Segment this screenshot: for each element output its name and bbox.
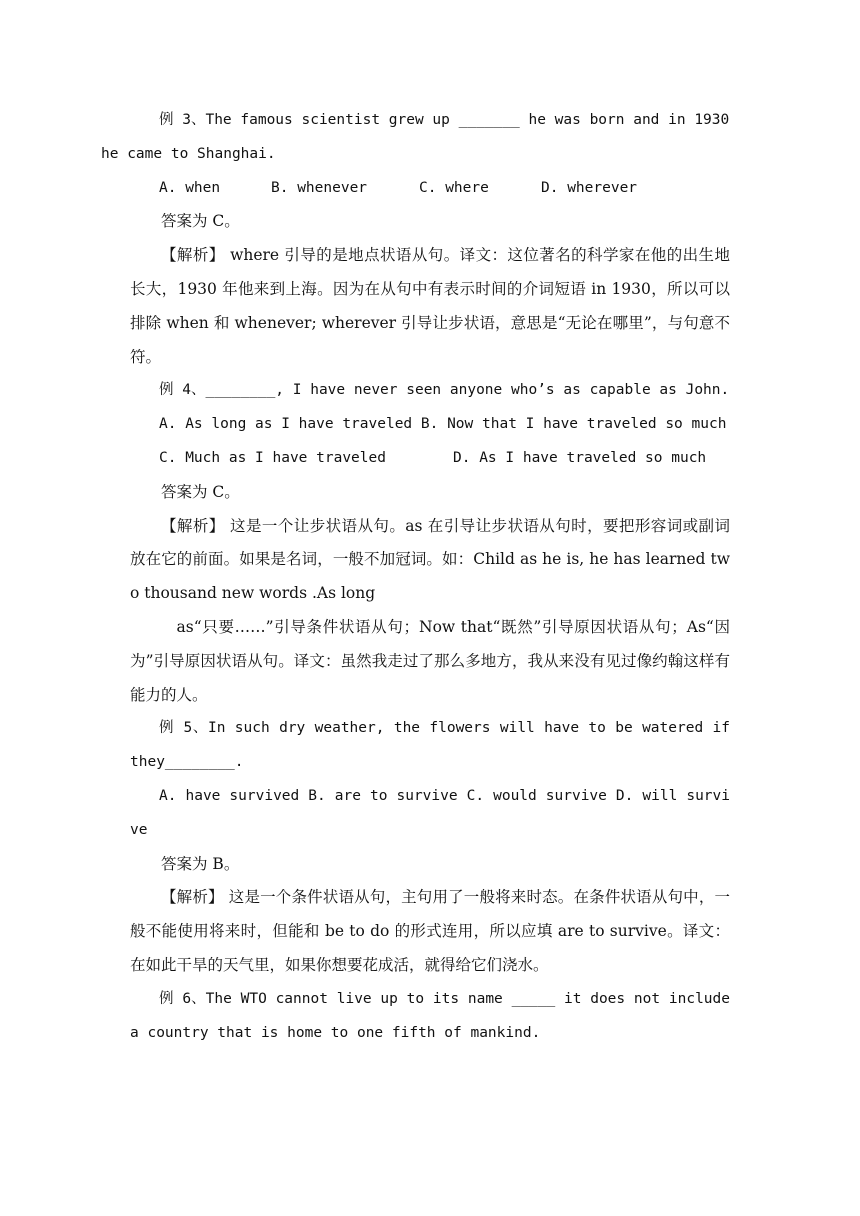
example-4-question: 例 4、________, I have never seen anyone who’s as capable as John. — [159, 382, 730, 399]
example-5-question: 例 5、In such dry weather, the flowers will have to be watered if they________. — [130, 720, 730, 771]
example-3-option-d: D. wherever — [541, 179, 638, 196]
example-3-option-a: A. when — [159, 179, 221, 196]
example-3-question-line1: 例 3、The famous scientist grew up _______ he was born and in 1930 — [159, 112, 730, 128]
example-4-options-cd — [130, 442, 730, 476]
example-3-option-b: B. whenever — [271, 179, 368, 196]
example-3-option-c: C. where — [419, 179, 489, 196]
example-4-options-ab: A. As long as I have traveled B. Now that I have traveled so much — [159, 416, 727, 433]
example-3-answer: 答案为 C。 — [161, 212, 240, 231]
example-5-answer: 答案为 B。 — [161, 854, 240, 873]
example-4-option-d: D. As I have traveled so much — [453, 449, 707, 466]
example-4-analysis-part1: 【解析】 这是一个让步状语从句。as 在引导让步状语从句时，要把形容词或副词放在它的前面。如果是名词，一般不加冠词。如：Child as he is, he has learned two thousand new words .As long — [130, 516, 730, 603]
example-5-analysis: 【解析】 这是一个条件状语从句，主句用了一般将来时态。在条件状语从句中，一般不能使用将来时，但能和 be to do 的形式连用，所以应填 are to survive。译文：在如此干旱的天气里，如果你想要花成活，就得给它们浇水。 — [130, 888, 730, 974]
example-3-question-line2: he came to Shanghai. — [101, 145, 276, 162]
example-4-analysis-part2: as“只要……”引导条件状语从句；Now that“既然”引导原因状语从句；As“因为”引导原因状语从句。译文：虽然我走过了那么多地方，我从来没有见过像约翰这样有能力的人。 — [130, 617, 730, 704]
example-3-analysis: 【解析】 where 引导的是地点状语从句。译文：这位著名的科学家在他的出生地长大，1930 年他来到上海。因为在从句中有表示时间的介词短语 in 1930，所以可以排除 when 和 whenever; wherever 引导让步状语，意思是“无论在哪里”，与句意不符。 — [130, 246, 730, 366]
example-5-options: A. have survived B. are to survive C. would survive D. will survive — [130, 787, 730, 838]
example-6-question: 例 6、The WTO cannot live up to its name _____ it does not include a country that is home to one fifth of mankind. — [130, 990, 730, 1041]
example-3-question — [101, 104, 730, 172]
example-4-option-c: C. Much as I have traveled — [159, 449, 386, 466]
document-body — [101, 104, 730, 1050]
example-3-options — [130, 172, 730, 206]
example-4-answer: 答案为 C。 — [161, 482, 240, 501]
